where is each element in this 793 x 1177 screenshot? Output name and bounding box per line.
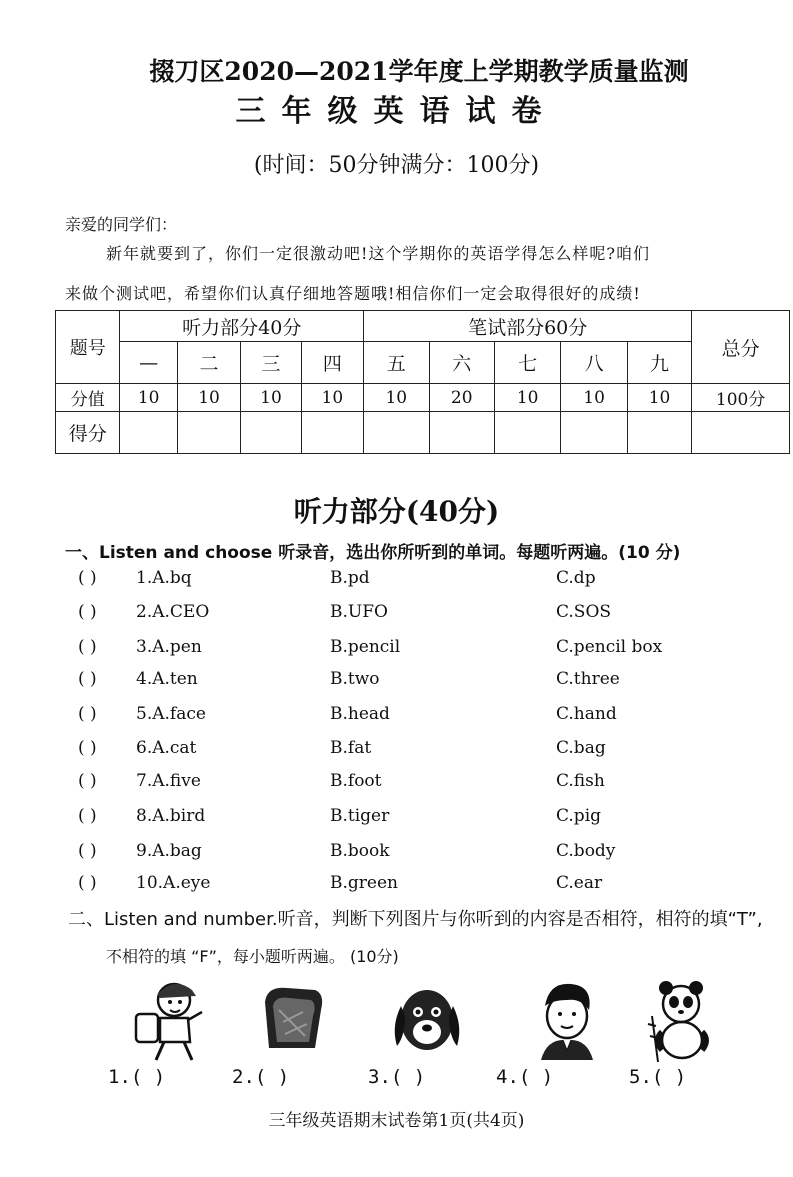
option-c: C.fish bbox=[556, 771, 605, 791]
value-cell: 10 bbox=[364, 384, 429, 412]
value-row-label: 分值 bbox=[56, 384, 120, 412]
score-cell[interactable] bbox=[494, 412, 560, 454]
score-cell[interactable] bbox=[120, 412, 177, 454]
value-cell: 10 bbox=[627, 384, 691, 412]
option-c: C.hand bbox=[556, 704, 617, 724]
picture-answer-1[interactable]: 1.( ) bbox=[108, 1066, 166, 1088]
question-number: 二 bbox=[177, 342, 240, 384]
option-a: 3.A.pen bbox=[136, 637, 202, 657]
answer-blank[interactable]: ( ) bbox=[78, 771, 97, 791]
score-cell[interactable] bbox=[429, 412, 494, 454]
total-value-cell: 100分 bbox=[692, 384, 790, 412]
question-number-header: 题号 bbox=[56, 311, 120, 384]
value-cell: 10 bbox=[494, 384, 560, 412]
exam-title-line2: 三年级英语试卷 bbox=[235, 94, 558, 129]
value-cell: 10 bbox=[561, 384, 627, 412]
picture-answer-2[interactable]: 2.( ) bbox=[232, 1066, 290, 1088]
option-c: C.ear bbox=[556, 873, 603, 893]
answer-blank[interactable]: ( ) bbox=[78, 841, 97, 861]
answer-blank[interactable]: ( ) bbox=[78, 704, 97, 724]
option-b: B.pencil bbox=[330, 637, 401, 657]
greeting: 亲爱的同学们： bbox=[65, 215, 178, 234]
option-a: 1.A.bq bbox=[136, 568, 192, 588]
question-number: 三 bbox=[241, 342, 301, 384]
question-row bbox=[78, 669, 778, 697]
score-cell[interactable] bbox=[561, 412, 627, 454]
exam-title-line1: 掇刀区2020—2021学年度上学期教学质量监测 bbox=[149, 57, 689, 86]
option-b: B.two bbox=[330, 669, 380, 689]
answer-blank[interactable]: ( ) bbox=[78, 602, 97, 622]
option-a: 2.A.CEO bbox=[136, 602, 210, 622]
option-c: C.three bbox=[556, 669, 620, 689]
question-row bbox=[78, 841, 778, 869]
value-cell: 10 bbox=[120, 384, 177, 412]
option-b: B.foot bbox=[330, 771, 382, 791]
score-table bbox=[55, 310, 790, 454]
score-cell[interactable] bbox=[364, 412, 429, 454]
option-a: 9.A.bag bbox=[136, 841, 202, 861]
panda-icon bbox=[644, 976, 724, 1064]
question-row bbox=[78, 637, 778, 665]
listening-section-title: 听力部分(40分) bbox=[293, 495, 500, 528]
option-b: B.pd bbox=[330, 568, 370, 588]
part2-heading: 二、Listen and number.听音，判断下列图片与你听到的内容是否相符，相符的填“T”, bbox=[68, 909, 763, 930]
option-b: B.UFO bbox=[330, 602, 388, 622]
answer-blank[interactable]: ( ) bbox=[78, 873, 97, 893]
question-row bbox=[78, 738, 778, 766]
question-row bbox=[78, 873, 778, 901]
option-b: B.tiger bbox=[330, 806, 390, 826]
option-a: 6.A.cat bbox=[136, 738, 197, 758]
dog-icon bbox=[387, 976, 467, 1064]
option-a: 8.A.bird bbox=[136, 806, 206, 826]
score-cell[interactable] bbox=[301, 412, 363, 454]
option-b: B.head bbox=[330, 704, 390, 724]
question-row bbox=[78, 568, 778, 596]
score-cell[interactable] bbox=[627, 412, 691, 454]
question-row bbox=[78, 602, 778, 630]
question-number: 六 bbox=[429, 342, 494, 384]
boy-with-bag-icon bbox=[130, 976, 210, 1064]
bread-icon bbox=[253, 976, 333, 1064]
total-score-cell[interactable] bbox=[692, 412, 790, 454]
total-header: 总分 bbox=[692, 311, 790, 384]
picture-answer-4[interactable]: 4.( ) bbox=[496, 1066, 554, 1088]
question-number: 四 bbox=[301, 342, 363, 384]
option-c: C.pig bbox=[556, 806, 602, 826]
option-a: 4.A.ten bbox=[136, 669, 198, 689]
question-row bbox=[78, 806, 778, 834]
picture-answer-5[interactable]: 5.( ) bbox=[629, 1066, 687, 1088]
answer-blank[interactable]: ( ) bbox=[78, 806, 97, 826]
writing-part-header: 笔试部分60分 bbox=[364, 311, 692, 342]
answer-blank[interactable]: ( ) bbox=[78, 568, 97, 588]
value-cell: 10 bbox=[241, 384, 301, 412]
option-c: C.bag bbox=[556, 738, 606, 758]
question-number: 八 bbox=[561, 342, 627, 384]
option-b: B.fat bbox=[330, 738, 372, 758]
intro-line2: 来做个测试吧，希望你们认真仔细地答题哦!相信你们一定会取得很好的成绩! bbox=[65, 284, 641, 303]
option-a: 5.A.face bbox=[136, 704, 206, 724]
part2-heading-line2: 不相符的填 “F”，每小题听两遍。 (10分) bbox=[106, 947, 399, 966]
question-number: 九 bbox=[627, 342, 691, 384]
option-b: B.green bbox=[330, 873, 398, 893]
option-c: C.dp bbox=[556, 568, 596, 588]
question-number: — bbox=[120, 342, 177, 384]
option-c: C.SOS bbox=[556, 602, 612, 622]
score-row-label: 得分 bbox=[56, 412, 120, 454]
question-row bbox=[78, 704, 778, 732]
value-cell: 10 bbox=[177, 384, 240, 412]
score-cell[interactable] bbox=[241, 412, 301, 454]
part1-heading: 一、Listen and choose 听录音，选出你所听到的单词。每题听两遍。(10 分) bbox=[65, 543, 681, 563]
option-a: 10.A.eye bbox=[136, 873, 211, 893]
exam-time-score: (时间：50分钟满分：100分) bbox=[253, 153, 540, 178]
picture-answer-3[interactable]: 3.( ) bbox=[368, 1066, 426, 1088]
option-b: B.book bbox=[330, 841, 390, 861]
page-footer: 三年级英语期末试卷第1页(共4页) bbox=[268, 1111, 525, 1131]
score-cell[interactable] bbox=[177, 412, 240, 454]
intro-line1: 新年就要到了，你们一定很激动吧!这个学期你的英语学得怎么样呢?咱们 bbox=[106, 244, 651, 263]
value-cell: 10 bbox=[301, 384, 363, 412]
question-number: 五 bbox=[364, 342, 429, 384]
question-number: 七 bbox=[494, 342, 560, 384]
answer-blank[interactable]: ( ) bbox=[78, 669, 97, 689]
option-c: C.body bbox=[556, 841, 616, 861]
answer-blank[interactable]: ( ) bbox=[78, 738, 97, 758]
option-c: C.pencil box bbox=[556, 637, 663, 657]
listening-part-header: 听力部分40分 bbox=[120, 311, 364, 342]
answer-blank[interactable]: ( ) bbox=[78, 637, 97, 657]
option-a: 7.A.five bbox=[136, 771, 201, 791]
question-row bbox=[78, 771, 778, 799]
value-cell: 20 bbox=[429, 384, 494, 412]
man-face-icon bbox=[527, 976, 607, 1064]
